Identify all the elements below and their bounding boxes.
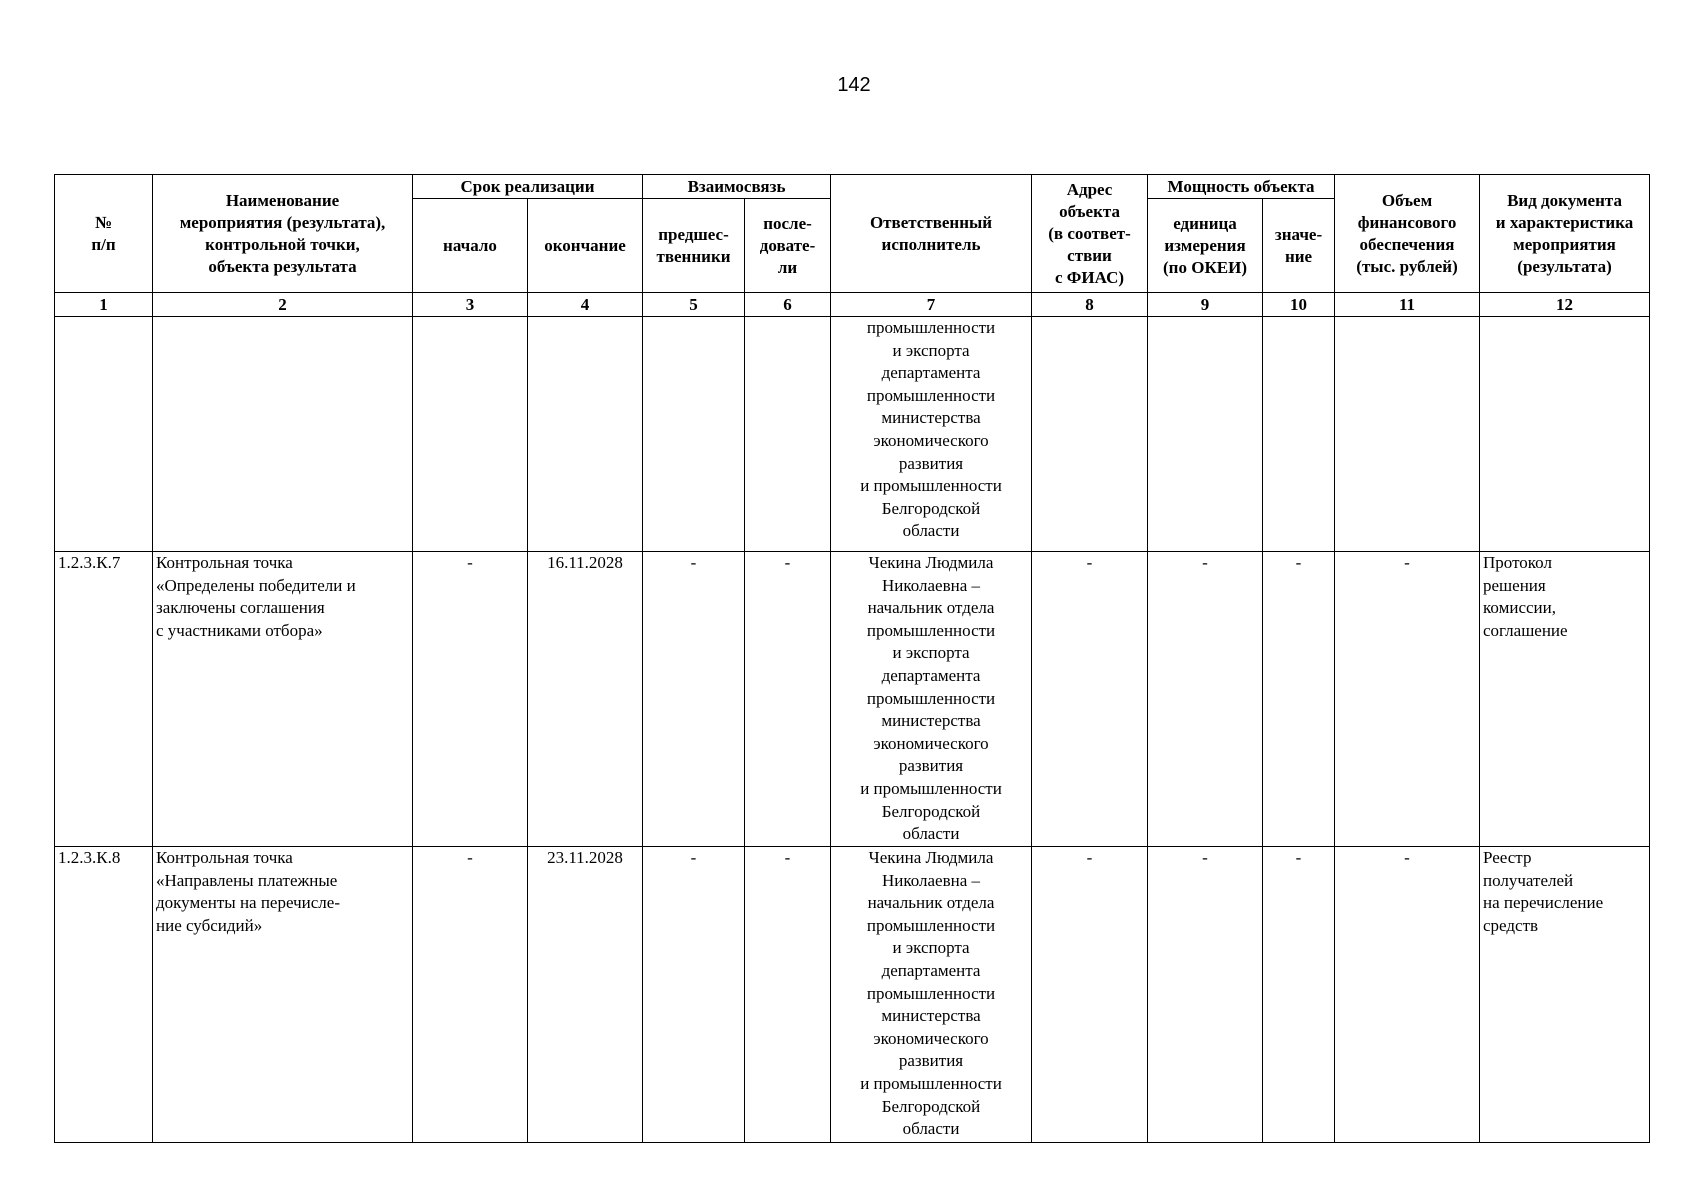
row-start: - (413, 847, 528, 1143)
row-predecessors: - (643, 847, 745, 1143)
row-predecessors (643, 317, 745, 552)
header-start: начало (413, 199, 528, 293)
header-doc-type: Вид документа и характеристика мероприятия (результата) (1480, 175, 1650, 293)
column-number: 5 (643, 293, 745, 317)
header-value: значе- ние (1263, 199, 1335, 293)
row-value: - (1263, 552, 1335, 847)
row-successors: - (745, 552, 831, 847)
column-number: 12 (1480, 293, 1650, 317)
header-address: Адрес объекта (в соответ- ствии с ФИАС) (1032, 175, 1148, 293)
row-funding: - (1335, 552, 1480, 847)
header-successors: после- довате- ли (745, 199, 831, 293)
row-successors: - (745, 847, 831, 1143)
row-address: - (1032, 847, 1148, 1143)
row-name: Контрольная точка «Определены победители и заключены соглашения с участниками отбора» (153, 552, 413, 847)
header-row-top (55, 175, 1650, 199)
row-end (528, 317, 643, 552)
column-number: 2 (153, 293, 413, 317)
header-relation: Взаимосвязь (643, 175, 831, 199)
row-num: 1.2.3.К.8 (55, 847, 153, 1143)
row-funding (1335, 317, 1480, 552)
column-number: 3 (413, 293, 528, 317)
row-name (153, 317, 413, 552)
row-unit (1148, 317, 1263, 552)
row-end: 23.11.2028 (528, 847, 643, 1143)
column-number-row (55, 293, 1650, 317)
column-number: 1 (55, 293, 153, 317)
header-num: № п/п (55, 175, 153, 293)
column-number: 6 (745, 293, 831, 317)
row-value: - (1263, 847, 1335, 1143)
row-responsible: промышленности и экспорта департамента промышленности министерства экономического развития и промышленности Белгородской области (831, 317, 1032, 552)
column-number: 7 (831, 293, 1032, 317)
header-term: Срок реализации (413, 175, 643, 199)
row-doc: Протокол решения комиссии, соглашение (1480, 552, 1650, 847)
row-funding: - (1335, 847, 1480, 1143)
plan-table (54, 174, 1650, 1143)
row-doc: Реестр получателей на перечисление средств (1480, 847, 1650, 1143)
header-predecessors: предшес- твенники (643, 199, 745, 293)
column-number: 10 (1263, 293, 1335, 317)
table-row (55, 317, 1650, 552)
row-end: 16.11.2028 (528, 552, 643, 847)
row-address (1032, 317, 1148, 552)
row-doc (1480, 317, 1650, 552)
row-responsible: Чекина Людмила Николаевна – начальник отдела промышленности и экспорта департамента промышленности министерства экономического развития и промышленности Белгородской области (831, 847, 1032, 1143)
row-address: - (1032, 552, 1148, 847)
row-successors (745, 317, 831, 552)
header-responsible: Ответственный исполнитель (831, 175, 1032, 293)
table-row (55, 847, 1650, 1143)
page-number: 142 (837, 74, 871, 96)
header-funding: Объем финансового обеспечения (тыс. рублей) (1335, 175, 1480, 293)
column-number: 11 (1335, 293, 1480, 317)
row-predecessors: - (643, 552, 745, 847)
row-unit: - (1148, 552, 1263, 847)
header-capacity: Мощность объекта (1148, 175, 1335, 199)
header-end: окончание (528, 199, 643, 293)
header-name: Наименование мероприятия (результата), контрольной точки, объекта результата (153, 175, 413, 293)
row-num (55, 317, 153, 552)
header-unit: единица измерения (по ОКЕИ) (1148, 199, 1263, 293)
row-responsible: Чекина Людмила Николаевна – начальник отдела промышленности и экспорта департамента промышленности министерства экономического развития и промышленности Белгородской области (831, 552, 1032, 847)
column-number: 9 (1148, 293, 1263, 317)
table-row (55, 552, 1650, 847)
row-num: 1.2.3.К.7 (55, 552, 153, 847)
column-number: 8 (1032, 293, 1148, 317)
row-value (1263, 317, 1335, 552)
row-name: Контрольная точка «Направлены платежные документы на перечисле- ние субсидий» (153, 847, 413, 1143)
row-start (413, 317, 528, 552)
row-unit: - (1148, 847, 1263, 1143)
row-start: - (413, 552, 528, 847)
column-number: 4 (528, 293, 643, 317)
